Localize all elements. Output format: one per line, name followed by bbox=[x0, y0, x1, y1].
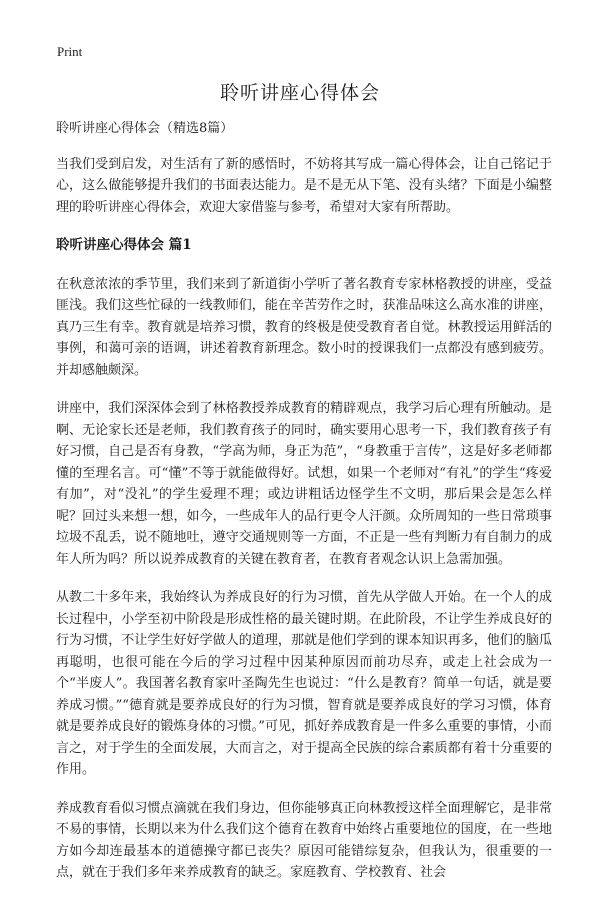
page-title: 聆听讲座心得体会 bbox=[219, 82, 380, 104]
body-paragraph: 从教二十多年来，我始终认为养成良好的行为习惯，首先从学做人开始。在一个人的成长过程中，小学至初中阶段是形成性格的最关键时期。在此阶段，不让学生养成良好的行为习惯，不让学生好好学做人的道理，那就是他们学到的课本知识再多，他们的脑瓜再聪明，也很可能在今后的学习过程中因某种原因而前功尽弃，或走上社会成为一个“半废人”。我国著名教育家叶圣陶先生也说过：“什么是教育？简单一句话，就是要养成习惯。”“德育就是要养成良好的行为习惯，智育就是要养成良好的学习习惯，体育就是要养成良好的锻炼身体的习惯。”可见，抓好养成教育是一件多么重要的事情，小而言之，对于学生的全面发展，大而言之，对于提高全民族的综合素质都有着十分重要的作用。 bbox=[56, 590, 552, 777]
article-body bbox=[56, 118, 552, 901]
article-subtitle: 聆听讲座心得体会（精选8篇） bbox=[56, 121, 234, 136]
body-paragraph: 在秋意浓浓的季节里，我们来到了新道街小学听了著名教育专家林格教授的讲座，受益匪浅。我们这些忙碌的一线教师们，能在辛苦劳作之时，获准品味这么高水准的讲座，真乃三生有幸。教育就是培养习惯，教育的终极是使受教育者自觉。林教授运用鲜活的事例，和蔼可亲的语调，讲述着教育新理念。数小时的授课我们一点都没有感到疲劳。并却感触颇深。 bbox=[56, 276, 552, 378]
print-link[interactable]: Print bbox=[57, 44, 83, 59]
section-heading: 聆听讲座心得体会 篇1 bbox=[56, 237, 192, 253]
body-paragraph: 养成教育看似习惯点滴就在我们身边，但你能够真正向林教授这样全面理解它，是非常不易的事情，长期以来为什么我们这个德育在教育中始终占重要地位的国度，在一些地方如今却连最基本的道德操守都已丧失？原因可能错综复杂，但我认为，很重要的一点，就在于我们多年来养成教育的缺乏。家庭教育、学校教育、社会 bbox=[56, 800, 552, 880]
intro-paragraph: 当我们受到启发，对生活有了新的感悟时，不妨将其写成一篇心得体会，让自己铭记于心，这么做能够提升我们的书面表达能力。是不是无从下笔、没有头绪？下面是小编整理的聆听讲座心得体会，欢迎大家借鉴与参考，希望对大家有所帮助。 bbox=[56, 156, 552, 215]
body-paragraph: 讲座中，我们深深体会到了林格教授养成教育的精辟观点，我学习后心理有所触动。是啊、无论家长还是老师，我们教育孩子的同时，确实要用心思考一下，我们教育孩子有好习惯，自己是否有身教，“学高为师，身正为范”，“身教重于言传”，这是好多老师都懂的至理名言。可“懂”不等于就能做得好。试想，如果一个老师对“有礼”的学生“疼爱有加”，对“没礼”的学生爱理不理；或边讲粗话边怪学生不文明，那后果会是怎么样呢？回过头来想一想，如今，一些成年人的品行更令人汗颜。众所周知的一些日常琐事垃圾不乱丢，说不随地吐，遵守交通规则等一方面，不正是一些有判断力有自制力的成年人所为吗？所以说养成教育的关键在教育者，在教育者观念认识上急需加强。 bbox=[56, 401, 552, 567]
